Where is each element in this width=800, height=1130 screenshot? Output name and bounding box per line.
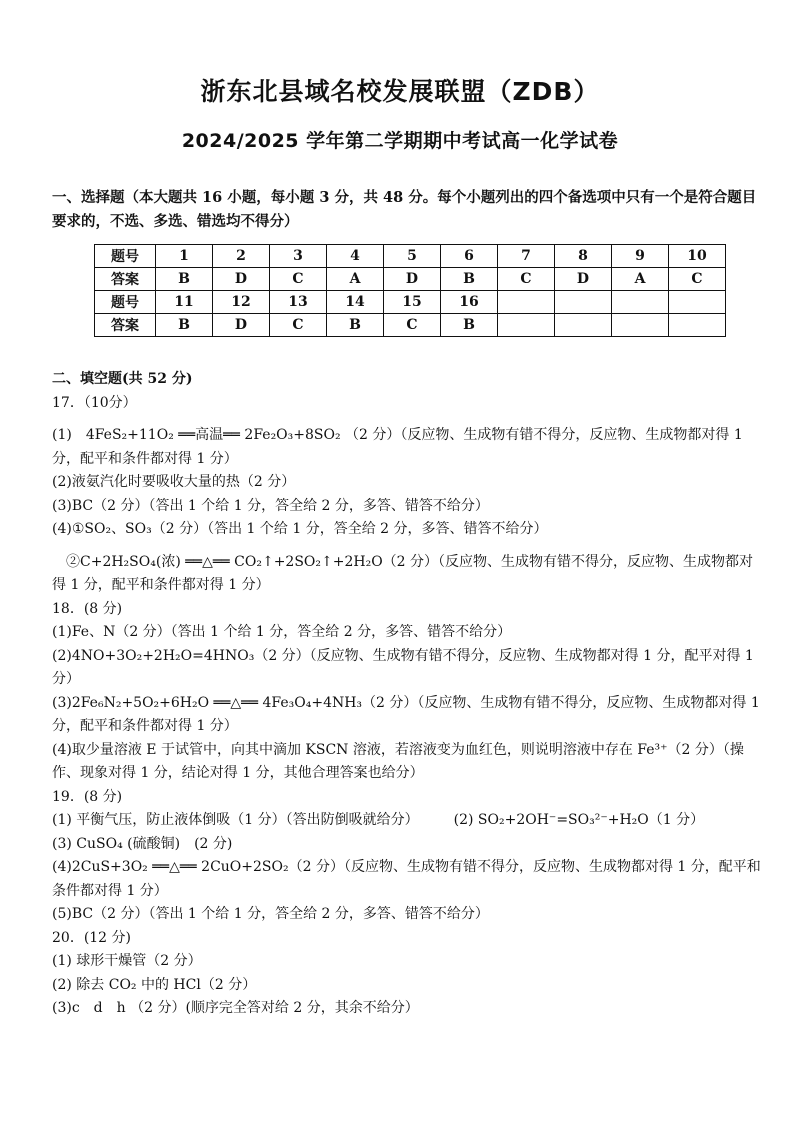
answer-18-1: (1)Fe、N（2 分）（答出 1 个给 1 分，答全给 2 分，多答、错答不给分） [52,624,512,640]
table-cell: 7 [498,245,555,268]
table-cell: D [213,268,270,291]
table-cell: B [327,314,384,337]
table-cell: 11 [156,291,213,314]
table-cell [669,314,726,337]
table-cell: 题号 [95,291,156,314]
table-cell: 题号 [95,245,156,268]
answer-20-1: (1) 球形干燥管（2 分） [52,953,202,969]
answer-19-1-2: (1) 平衡气压，防止液体倒吸（1 分）（答出防倒吸就给分） (2) SO₂+2OH⁻=SO₃²⁻+H₂O（1 分） [52,812,705,828]
answer-20-3: (3)c d h （2 分）(顺序完全答对给 2 分，其余不给分） [52,1000,419,1016]
table-cell: D [213,314,270,337]
answer-18-2: (2)4NO+3O₂+2H₂O=4HNO₃（2 分）（反应物、生成物有错不得分，反应物、生成物都对得 1 分，配平对得 1 分） [52,647,754,687]
table-cell [555,314,612,337]
answer-18-4: (4)取少量溶液 E 于试管中，向其中滴加 KSCN 溶液，若溶液变为血红色，则说明溶液中存在 Fe³⁺（2 分）（操作、现象对得 1 分，结论对得 1 分，其他合理答案也给分） [52,741,744,781]
answer-17-3: (3)BC（2 分）（答出 1 个给 1 分，答全给 2 分，多答、错答不给分） [52,497,489,514]
table-cell: C [498,268,555,291]
question-19-header: 19．(8 分) [52,788,123,805]
table-cell: 16 [441,291,498,314]
table-cell: B [441,268,498,291]
table-cell: 13 [270,291,327,314]
table-cell: 8 [555,245,612,268]
section-2 [52,368,762,1021]
table-cell: C [270,314,327,337]
table-cell: 3 [270,245,327,268]
answer-17-4-a: (4)①SO₂、SO₃（2 分）（答出 1 个给 1 分，答全给 2 分，多答、错答不给分） [52,521,548,537]
table-cell: 10 [669,245,726,268]
table-cell: C [384,314,441,337]
table-cell: 9 [612,245,669,268]
table-cell: B [156,268,213,291]
table-cell: 答案 [95,314,156,337]
table-cell [612,291,669,314]
table-cell [498,291,555,314]
table-row [95,314,726,337]
table-cell: B [441,314,498,337]
table-cell: 5 [384,245,441,268]
table-cell: C [270,268,327,291]
table-cell: 14 [327,291,384,314]
answer-17-2: (2)液氨汽化时要吸收大量的热（2 分） [52,474,296,490]
answer-19-5: (5)BC（2 分）（答出 1 个给 1 分，答全给 2 分，多答、错答不给分） [52,906,489,922]
table-cell [555,291,612,314]
table-cell: C [669,268,726,291]
table-row [95,291,726,314]
question-20-header: 20．(12 分) [52,929,132,946]
answer-table [94,244,726,337]
answer-20-2: (2) 除去 CO₂ 中的 HCl（2 分） [52,976,257,993]
table-cell: 15 [384,291,441,314]
table-cell [498,314,555,337]
table-cell: 2 [213,245,270,268]
table-cell [612,314,669,337]
section-2-heading: 二、填空题(共 52 分) [52,371,193,387]
table-cell: 答案 [95,268,156,291]
question-18-header: 18．(8 分) [52,600,123,617]
table-cell: B [156,314,213,337]
document-subtitle: 2024/2025 学年第二学期期中考试高一化学试卷 [181,130,619,152]
table-cell [669,291,726,314]
answer-19-3: (3) CuSO₄ (硫酸铜) (2 分) [52,835,233,852]
table-cell: D [555,268,612,291]
section-1-heading: 一、选择题（本大题共 16 小题，每小题 3 分，共 48 分。每个小题列出的四个备选项中只有一个是符合题目要求的，不选、多选、错选均不得分） [52,189,757,230]
table-row [95,268,726,291]
answer-17-4-b: ②C+2H₂SO₄(浓) ══△══ CO₂↑+2SO₂↑+2H₂O（2 分）（反应物、生成物有错不得分，反应物、生成物都对得 1 分，配平和条件都对得 1 分） [52,553,754,593]
table-cell: 4 [327,245,384,268]
question-17-header: 17．（10分） [52,394,137,411]
table-cell: A [327,268,384,291]
table-cell: 6 [441,245,498,268]
document-title: 浙东北县域名校发展联盟（ZDB） [200,77,600,106]
answer-19-4: (4)2CuS+3O₂ ══△══ 2CuO+2SO₂（2 分）（反应物、生成物有错不得分，反应物、生成物都对得 1 分，配平和条件都对得 1 分） [52,859,761,899]
answer-17-1: (1) 4FeS₂+11O₂ ══高温══ 2Fe₂O₃+8SO₂ （2 分）（反应物、生成物有错不得分，反应物、生成物都对得 1 分，配平和条件都对得 1 分） [52,427,743,467]
answer-18-3: (3)2Fe₆N₂+5O₂+6H₂O ══△══ 4Fe₃O₄+4NH₃（2 分）（反应物、生成物有错不得分，反应物、生成物都对得 1 分，配平和条件都对得 1 分） [52,694,760,734]
table-cell: A [612,268,669,291]
table-cell: D [384,268,441,291]
table-cell: 1 [156,245,213,268]
table-cell: 12 [213,291,270,314]
table-row [95,245,726,268]
